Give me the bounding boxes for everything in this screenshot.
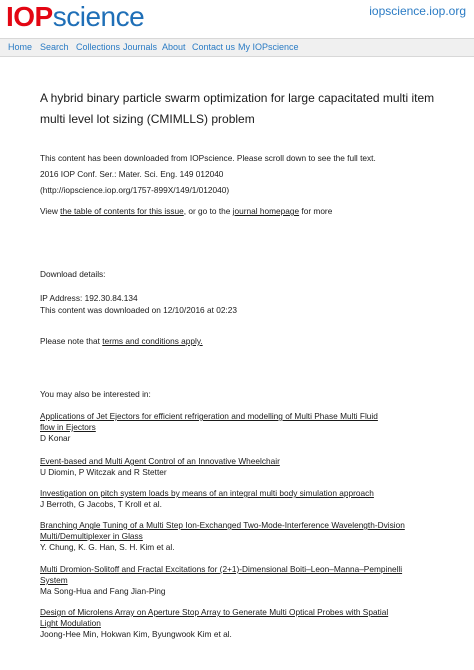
related-title-line-1: Branching Angle Tuning of a Multi Step Ion-Exchanged Two-Mode-Interference Wavelength-Dvision xyxy=(40,520,405,530)
related-item-title[interactable] xyxy=(40,607,430,629)
related-title-line-1: Applications of Jet Ejectors for efficient refrigeration and modelling of Multi Phase Multi Fluid xyxy=(40,411,378,421)
related-item-title[interactable] xyxy=(40,564,430,586)
citation: 2016 IOP Conf. Ser.: Mater. Sci. Eng. 149 012040 xyxy=(40,169,224,179)
nav-search[interactable]: Search xyxy=(40,42,69,52)
terms-line xyxy=(40,336,203,347)
nav-home[interactable]: Home xyxy=(8,42,33,52)
site-header xyxy=(0,0,474,38)
downloaded-notice: This content has been downloaded from IOPscience. Please scroll down to see the full text. xyxy=(40,153,376,163)
related-item-authors: Y. Chung, K. G. Han, S. H. Kim et al. xyxy=(40,542,175,552)
related-item xyxy=(40,488,430,510)
related-item xyxy=(40,564,430,597)
nav-journals[interactable]: Journals xyxy=(123,42,158,52)
related-title-line-2: System xyxy=(40,575,68,585)
nav-bar xyxy=(0,38,474,57)
related-title-line-1: Multi Dromion-Solitoff and Fractal Excitations for (2+1)-Dimensional Boiti–Leon–Manna–Pempinelli xyxy=(40,564,403,574)
related-item-authors: Joong-Hee Min, Hokwan Kim, Byungwook Kim et al. xyxy=(40,629,232,639)
toc-link[interactable]: the table of contents for this issue xyxy=(60,206,184,216)
nav-about[interactable]: About xyxy=(162,42,186,52)
nav-my-iopscience[interactable]: My IOPscience xyxy=(238,42,299,52)
related-item xyxy=(40,520,430,553)
related-item-authors: D Konar xyxy=(40,433,71,443)
view-links-line xyxy=(40,206,332,217)
view-middle: , or go to the xyxy=(183,206,231,216)
related-title-line-1: Design of Microlens Array on Aperture Stop Array to Generate Multi Optical Probes with Spatial xyxy=(40,607,389,617)
related-item-title[interactable]: Investigation on pitch system loads by means of an integral multi body simulation approach xyxy=(40,488,374,498)
related-item-authors: U Diomin, P Witczak and R Stetter xyxy=(40,467,167,477)
article-url: (http://iopscience.iop.org/1757-899X/149/1/012040) xyxy=(40,185,230,195)
related-item-title[interactable] xyxy=(40,411,430,433)
logo-iop: IOP xyxy=(6,1,53,32)
related-item xyxy=(40,456,430,478)
view-prefix: View xyxy=(40,206,58,216)
download-time: This content was downloaded on 12/10/2016 at 02:23 xyxy=(40,305,237,315)
nav-contact-us[interactable]: Contact us xyxy=(192,42,236,52)
iopscience-logo[interactable] xyxy=(6,2,144,32)
ip-address: IP Address: 192.30.84.134 xyxy=(40,293,138,303)
nav-collections[interactable]: Collections xyxy=(76,42,121,52)
related-title-line-2: flow in Ejectors xyxy=(40,422,96,432)
article-title: A hybrid binary particle swarm optimization for large capacitated multi item multi level lot sizing (CMIMLLS) problem xyxy=(40,91,435,126)
related-title-line-2: Multi/Demultiplexer in Glass xyxy=(40,531,143,541)
journal-homepage-link[interactable]: journal homepage xyxy=(232,206,300,216)
related-item-title[interactable]: Event-based and Multi Agent Control of an Innovative Wheelchair xyxy=(40,456,280,466)
related-item xyxy=(40,607,430,640)
download-details-heading: Download details: xyxy=(40,269,106,279)
related-heading: You may also be interested in: xyxy=(40,389,151,399)
related-title-line-2: Light Modulation xyxy=(40,618,101,628)
site-url-link[interactable]: iopscience.iop.org xyxy=(369,4,466,18)
view-suffix: for more xyxy=(301,206,333,216)
related-item xyxy=(40,411,430,444)
related-item-authors: J Berroth, G Jacobs, T Kroll et al. xyxy=(40,499,162,509)
logo-science: science xyxy=(52,1,145,32)
terms-prefix: Please note that xyxy=(40,336,100,346)
related-item-authors: Ma Song-Hua and Fang Jian-Ping xyxy=(40,586,166,596)
related-item-title[interactable] xyxy=(40,520,430,542)
terms-link[interactable]: terms and conditions apply. xyxy=(102,336,203,346)
